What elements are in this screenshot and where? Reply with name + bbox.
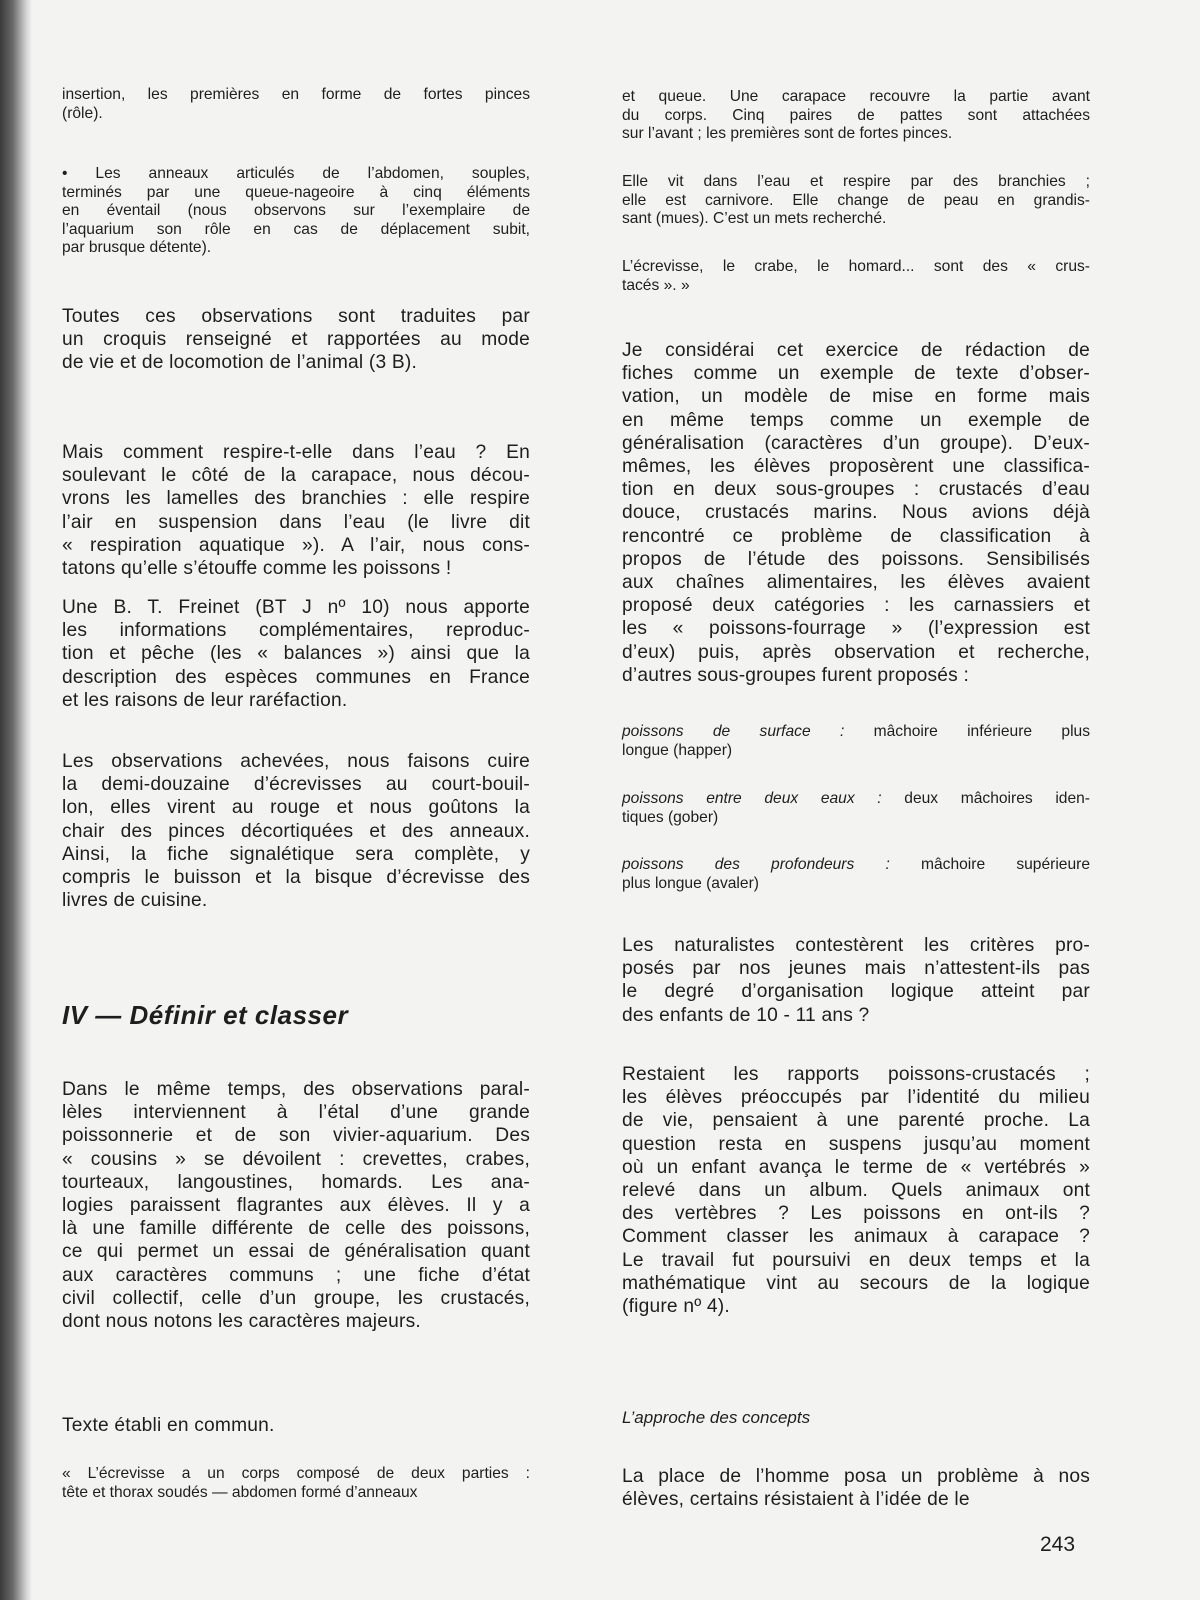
page-binding-shadow <box>0 0 32 1600</box>
text-line: des vertèbres ? Les poissons en ont-ils ? <box>622 1203 1090 1225</box>
group-term: poissons de surface : <box>622 723 845 740</box>
text-line: tion en deux sous-groupes : crustacés d’eau <box>622 479 1090 501</box>
text-line: Restaient les rapports poissons-crustacés ; <box>622 1064 1090 1085</box>
group-desc: deux mâchoires iden- <box>881 790 1090 807</box>
group-term: poissons entre deux eaux : <box>622 790 882 807</box>
text-line: en éventail (nous observons sur l’exemplaire de <box>62 202 530 220</box>
paragraph <box>622 88 1090 144</box>
text-line: L’écrevisse, le crabe, le homard... sont des « crus- <box>622 258 1090 275</box>
text-line: d’autres sous-groupes furent proposés : <box>622 664 969 686</box>
text-line: Les observations achevées, nous faisons cuire <box>62 751 530 772</box>
text-line: l’air en suspension dans l’eau (le livre dit <box>62 511 530 533</box>
paragraph <box>622 258 1090 295</box>
group-item <box>622 723 1090 760</box>
text-line: douce, crustacés marins. Nous avions déjà <box>622 502 1090 524</box>
text-line: poissonnerie et de son vivier-aquarium. Des <box>62 1125 530 1147</box>
paragraph <box>62 750 530 912</box>
text-line: chair des pinces décortiquées et des anneaux. <box>62 820 530 842</box>
text-line: aux caractères communs ; une fiche d’état <box>62 1264 530 1286</box>
text-line: compris le buisson et la bisque d’écrevisse des <box>62 867 530 889</box>
text-line: les informations complémentaires, reproduc- <box>62 620 530 642</box>
group-desc: tiques (gober) <box>622 808 719 826</box>
text-line: l’aquarium son rôle en cas de déplacement subit, <box>62 220 530 238</box>
paragraph <box>62 165 530 258</box>
text-line: ce qui permet un essai de généralisation quant <box>62 1241 530 1263</box>
text-line: (rôle). <box>62 104 103 122</box>
text-line: « L’écrevisse a un corps composé de deux parties : <box>62 1465 530 1482</box>
text-line: Une B. T. Freinet (BT J nº 10) nous apporte <box>62 597 530 618</box>
text-line: posés par nos jeunes mais n’attestent-ils pas <box>622 958 1090 980</box>
text-line: question resta en suspens jusqu’au moment <box>622 1133 1090 1155</box>
text-line: Elle vit dans l’eau et respire par des branchies ; <box>622 173 1090 190</box>
group-desc: plus longue (avaler) <box>622 874 759 892</box>
text-line: description des espèces communes en France <box>62 666 530 688</box>
text-line: d’eux) puis, après observation et recherche, <box>622 641 1090 663</box>
text-line: soulevant le côté de la carapace, nous décou- <box>62 465 530 487</box>
text-line: « cousins » se dévoilent : crevettes, crabes, <box>62 1148 530 1170</box>
group-term: poissons des profondeurs : <box>622 856 890 873</box>
text-line: mathématique vint au secours de la logique <box>622 1272 1090 1294</box>
text-line: où un enfant avança le terme de « vertébrés » <box>622 1156 1090 1178</box>
text-line: livres de cuisine. <box>62 890 208 912</box>
text-line: sant (mues). C’est un mets recherché. <box>622 210 887 228</box>
text-line: elle est carnivore. Elle change de peau en grandis- <box>622 191 1090 209</box>
paragraph <box>622 934 1090 1027</box>
text-line: et les raisons de leur raréfaction. <box>62 689 348 711</box>
text-line: là une famille différente de celle des poissons, <box>62 1218 530 1240</box>
text-line: sur l’avant ; les premières sont de fortes pinces. <box>622 125 953 143</box>
text-line: Comment classer les animaux à carapace ? <box>622 1226 1090 1248</box>
text-line: tion et pêche (les « balances ») ainsi que la <box>62 643 530 665</box>
text-line: propos de l’étude des poissons. Sensibilisés <box>622 548 1090 570</box>
text-line: Toutes ces observations sont traduites par <box>62 306 530 327</box>
text-line: élèves, certains résistaient à l’idée de le <box>622 1489 970 1511</box>
text-line: terminés par une queue-nageoire à cinq éléments <box>62 183 530 201</box>
text-line: du corps. Cinq paires de pattes sont attachées <box>622 106 1090 124</box>
text-line: Les naturalistes contestèrent les critères pro- <box>622 935 1090 956</box>
text-line: tête et thorax soudés — abdomen formé d’anneaux <box>62 1483 418 1501</box>
paragraph <box>622 1465 1090 1511</box>
group-item <box>622 856 1090 893</box>
group-desc: longue (happer) <box>622 741 733 759</box>
text-line: vation, un modèle de mise en forme mais <box>622 386 1090 408</box>
paragraph <box>622 173 1090 229</box>
text-line: de vie, pensaient à une parenté proche. La <box>622 1110 1090 1132</box>
paragraph <box>622 1063 1090 1318</box>
paragraph <box>62 596 530 712</box>
text-line: lon, elles virent au rouge et nous goûtons la <box>62 797 530 819</box>
text-line: rencontré ce problème de classification à <box>622 525 1090 547</box>
group-desc: mâchoire supérieure <box>889 856 1090 873</box>
text-line: de vie et de locomotion de l’animal (3 B). <box>62 352 418 374</box>
text-line: tacés ». » <box>622 276 690 294</box>
text-line: proposé deux catégories : les carnassiers et <box>622 595 1090 617</box>
paragraph <box>62 1414 530 1437</box>
text-line: relevé dans un album. Quels animaux ont <box>622 1180 1090 1202</box>
text-line: les élèves préoccupés par l’identité du milieu <box>622 1087 1090 1109</box>
text-line: Je considérai cet exercice de rédaction de <box>622 340 1090 361</box>
paragraph <box>62 441 530 580</box>
text-line: fiches comme un exemple de texte d’obser- <box>622 363 1090 385</box>
text-line: (figure nº 4). <box>622 1296 730 1318</box>
page-number: 243 <box>1040 1533 1076 1556</box>
text-line: mêmes, les élèves proposèrent une classifica- <box>622 456 1090 478</box>
text-line: en même temps comme un exemple de <box>622 409 1090 431</box>
text-line: les « poissons-fourrage » (l’expression est <box>622 618 1090 640</box>
group-item <box>622 790 1090 827</box>
text-line: Dans le même temps, des observations paral- <box>62 1079 530 1100</box>
text-line: et queue. Une carapace recouvre la partie avant <box>622 88 1090 105</box>
text-line: civil collectif, celle d’un groupe, les crustacés, <box>62 1287 530 1309</box>
text-line: aux chaînes alimentaires, les élèves avaient <box>622 572 1090 594</box>
text-line: des enfants de 10 - 11 ans ? <box>622 1004 870 1026</box>
text-line: dont nous notons les caractères majeurs. <box>62 1311 421 1333</box>
text-line: « respiration aquatique »). A l’air, nous cons- <box>62 534 530 556</box>
paragraph <box>62 305 530 375</box>
text-line: Le travail fut poursuivi en deux temps et la <box>622 1249 1090 1271</box>
text-line: par brusque détente). <box>62 239 212 257</box>
text-line: La place de l’homme posa un problème à nos <box>622 1466 1090 1487</box>
text-line: vrons les lamelles des branchies : elle respire <box>62 488 530 510</box>
text-line: un croquis renseigné et rapportées au mode <box>62 329 530 351</box>
text-line: la demi-douzaine d’écrevisses au court-bouil- <box>62 774 530 796</box>
text-line: généralisation (caractères d’un groupe). D’eux- <box>622 432 1090 454</box>
text-line: • Les anneaux articulés de l’abdomen, souples, <box>62 165 530 182</box>
text-line: logies paraissent flagrantes aux élèves. Il y a <box>62 1195 530 1217</box>
paragraph <box>62 86 530 123</box>
section-heading: IV — Définir et classer <box>62 1000 349 1030</box>
text-line: tatons qu’elle s’étouffe comme les poissons ! <box>62 558 452 580</box>
text-line: Ainsi, la fiche signalétique sera complète, y <box>62 843 530 865</box>
subsection-heading: L’approche des concepts <box>622 1408 811 1427</box>
text-line: tourteaux, langoustines, homards. Les ana- <box>62 1171 530 1193</box>
text-line: insertion, les premières en forme de fortes pinces <box>62 86 530 103</box>
text-line: le degré d’organisation logique atteint par <box>622 981 1090 1003</box>
text-line: lèles interviennent à l’étal d’une grande <box>62 1102 530 1124</box>
paragraph <box>622 339 1090 687</box>
text-line: Texte établi en commun. <box>62 1415 275 1436</box>
paragraph <box>62 1465 530 1502</box>
paragraph <box>62 1078 530 1333</box>
text-line: Mais comment respire-t-elle dans l’eau ? En <box>62 442 530 463</box>
group-desc: mâchoire inférieure plus <box>844 723 1091 740</box>
